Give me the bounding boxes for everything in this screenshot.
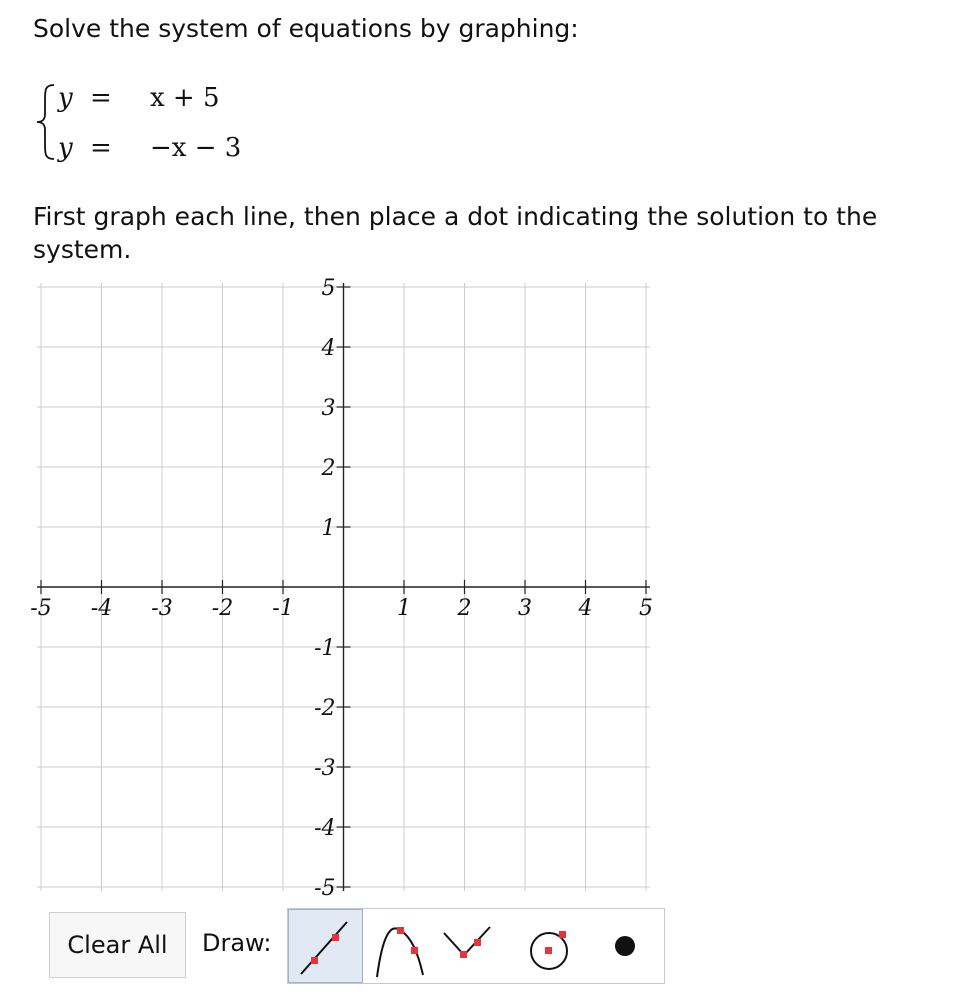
y-tick-label: -5 <box>314 876 336 901</box>
x-tick-label: 1 <box>397 596 411 621</box>
equation-relation: = <box>90 133 112 163</box>
equation-rhs: −x − 3 <box>150 133 242 163</box>
parabola-tool-button[interactable] <box>363 909 438 983</box>
dot-tool-button[interactable] <box>588 909 663 983</box>
x-tick-label: -1 <box>272 596 294 621</box>
x-tick-label: 5 <box>639 596 653 621</box>
circle-tool-icon <box>513 909 588 983</box>
y-tick-label: 4 <box>321 336 336 361</box>
x-tick-label: -2 <box>211 596 234 621</box>
graph-canvas[interactable] <box>38 287 650 887</box>
x-tick-label: 2 <box>457 596 472 621</box>
x-tick-label: -3 <box>151 596 173 621</box>
draw-tools <box>287 908 665 984</box>
y-tick-label: -4 <box>314 816 336 841</box>
equation-lhs: y <box>58 133 73 163</box>
absolute-value-tool-icon <box>438 909 513 983</box>
equation-system <box>34 80 294 172</box>
y-tick-label: -2 <box>314 696 336 721</box>
clear-all-button[interactable]: Clear All <box>49 912 186 978</box>
y-tick-label: 3 <box>321 396 336 421</box>
y-tick-label: 1 <box>321 516 336 541</box>
y-tick-label: 2 <box>321 456 336 481</box>
x-tick-label: 3 <box>518 596 532 621</box>
y-tick-label: -3 <box>314 756 336 781</box>
line-tool-icon <box>289 910 364 984</box>
problem-prompt: Solve the system of equations by graphing: <box>33 14 579 43</box>
equation-lhs: y <box>58 83 73 113</box>
absolute-value-tool-button[interactable] <box>438 909 513 983</box>
x-tick-label: -4 <box>90 596 113 621</box>
x-tick-label: 4 <box>578 596 593 621</box>
x-tick-label: -5 <box>30 596 52 621</box>
draw-label: Draw: <box>202 929 272 957</box>
brace-icon <box>34 82 58 162</box>
circle-tool-button[interactable] <box>513 909 588 983</box>
instructions: First graph each line, then place a dot indicating the solution to the system. <box>33 202 878 264</box>
y-tick-label: -1 <box>314 636 336 661</box>
equation-row <box>58 130 241 166</box>
y-tick-label: 5 <box>321 276 336 301</box>
dot-tool-icon <box>588 909 663 983</box>
equation-relation: = <box>90 83 112 113</box>
graph-toolbar <box>49 908 272 984</box>
parabola-tool-icon <box>363 909 438 983</box>
line-tool-button[interactable] <box>288 909 363 983</box>
equation-rhs: x + 5 <box>150 83 220 113</box>
equation-row <box>58 80 220 116</box>
